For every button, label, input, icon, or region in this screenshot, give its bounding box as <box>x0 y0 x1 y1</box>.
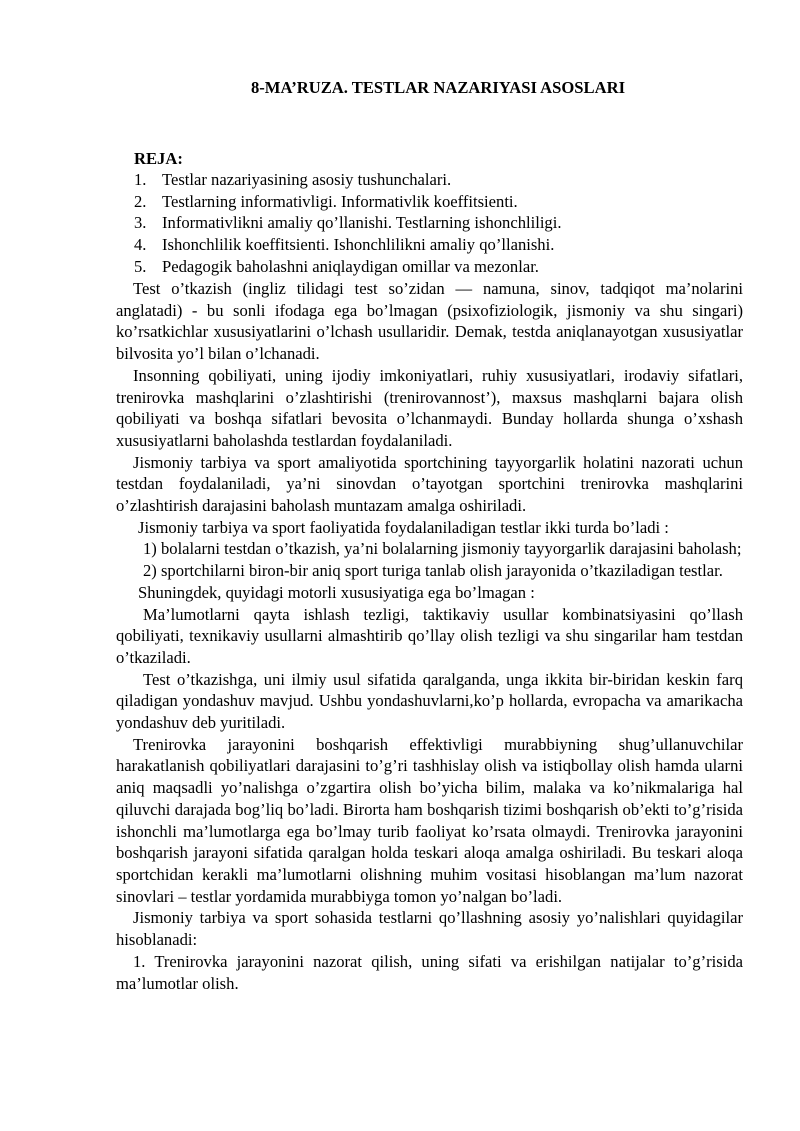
plan-item-text: Pedagogik baholashni aniqlaydigan omillar va mezonlar. <box>162 256 539 276</box>
paragraph: Ma’lumotlarni qayta ishlash tezligi, taktikaviy usullar kombinatsiyasini qo’llash qobiliyati, texnikaviy usullarni almashtirib qo’llay olish tezligi va shu singarilar ham testdan o’tkaziladi. <box>116 604 743 667</box>
paragraph: Jismoniy tarbiya va sport amaliyotida sportchining tayyorgarlik holatini nazorati uchun testdan foydalaniladi, ya’ni sinovdan o’tayotgan sportchini trenirovka mashqlarini o’zlashtirish darajasini baholash muntazam amalga oshiriladi. <box>116 452 743 516</box>
plan-item <box>134 191 754 213</box>
plan-item <box>134 234 754 256</box>
plan-item-text: Testlar nazariyasining asosiy tushunchalari. <box>162 170 452 189</box>
plan-item <box>134 256 754 278</box>
plan-item <box>134 169 754 191</box>
paragraph: Insonning qobiliyati, uning ijodiy imkoniyatlari, ruhiy xususiyatlari, irodaviy sifatlari, trenirovka mashqlarini o’zlashtirishi (trenirovannost’), maxsus mashqlarni bajara olish qobiliyati va boshqa sifatlari bevosita o’lchanmaydi. Bunday hollarda shunga o’xshash xususiyatlarni baholashda testlardan foydalaniladi. <box>116 365 743 450</box>
paragraph: 2) sportchilarni biron-bir aniq sport turiga tanlab olish jarayonida o’tkaziladigan testlar. <box>143 561 723 581</box>
paragraph: 1. Trenirovka jarayonini nazorat qilish, uning sifati va erishilgan natijalar to’g’risida ma’lumotlar olish. <box>116 951 743 993</box>
paragraph: Test o’tkazish (ingliz tilidagi test so’zidan — namuna, sinov, tadqiqot ma’nolarini anglatadi) - bu sonli ifodaga ega bo’lmagan (psixofiziologik, jismoniy va shu singari) ko’rsatkichlar xususiyatlarini o’lchash usullaridir. Demak, testda aniqlanayotgan xususiyatlar bilvosita yo’l bilan o’lchanadi. <box>116 279 743 364</box>
plan-item-number: 1. <box>134 170 147 189</box>
lecture-title: 8-MA’RUZA. TESTLAR NAZARIYASI ASOSLARI <box>250 78 626 97</box>
plan-item-number: 2. <box>134 191 147 211</box>
paragraph: Trenirovka jarayonini boshqarish effektivligi murabbiyning shug’ullanuvchilar harakatlanish qobiliyatlari darajasini to’g’ri tashhislay olish va istiqbollay olish hamda ularni aniq maqsadli yo’nalishga o’zgartira olish bo’yicha bilim, malaka va ko’nikmalariga hal qiluvchi darajada bog’liq bo’ladi. Birorta ham boshqarish tizimi boshqarish ob’ekti to’g’risida ishonchli ma’lumotlarga ega bo’lmay turib faoliyat ko’rsata olmaydi. Trenirovka jarayonini boshqarish jarayoni sifatida qaralgan holda teskari aloqa amalga oshiriladi. Bu teskari aloqa sportchidan kerakli ma’lumotlarni olishning muhim vositasi hisoblangan ma’lum nazorat sinovlari – testlar yordamida murabbiyga tomon yo’nalgan bo’ladi. <box>116 734 743 906</box>
plan-item-number: 5. <box>134 256 147 276</box>
plan-heading: REJA: <box>134 149 183 168</box>
plan-item-number: 4. <box>134 235 147 255</box>
paragraph: Jismoniy tarbiya va sport faoliyatida foydalaniladigan testlar ikki turda bo’ladi : <box>138 517 669 537</box>
paragraph: Jismoniy tarbiya va sport sohasida testlarni qo’llashning asosiy yo’nalishlari quyidagilar hisoblanadi: <box>116 908 743 950</box>
plan-item-text: Ishonchlilik koeffitsienti. Ishonchlilikni amaliy qo’llanishi. <box>162 235 555 255</box>
plan-list <box>134 169 754 278</box>
plan-item-text: Informativlikni amaliy qo’llanishi. Testlarning ishonchliligi. <box>162 213 562 233</box>
paragraph: 1) bolalarni testdan o’tkazish, ya’ni bolalarning jismoniy tayyorgarlik darajasini baholash; <box>143 539 742 559</box>
plan-item-number: 3. <box>134 213 147 233</box>
body-text <box>116 278 743 994</box>
plan-item-text: Testlarning informativligi. Informativlik koeffitsienti. <box>162 191 518 211</box>
paragraph: Test o’tkazishga, uni ilmiy usul sifatida qaralganda, unga ikkita bir-biridan keskin farq qiladigan yondashuv mavjud. Ushbu yondashuvlarni,ko’p hollarda, evropacha va amarikacha yondashuv deb yuritiladi. <box>116 669 743 733</box>
plan-item <box>134 212 754 234</box>
paragraph: Shuningdek, quyidagi motorli xususiyatiga ega bo’lmagan : <box>138 582 535 602</box>
